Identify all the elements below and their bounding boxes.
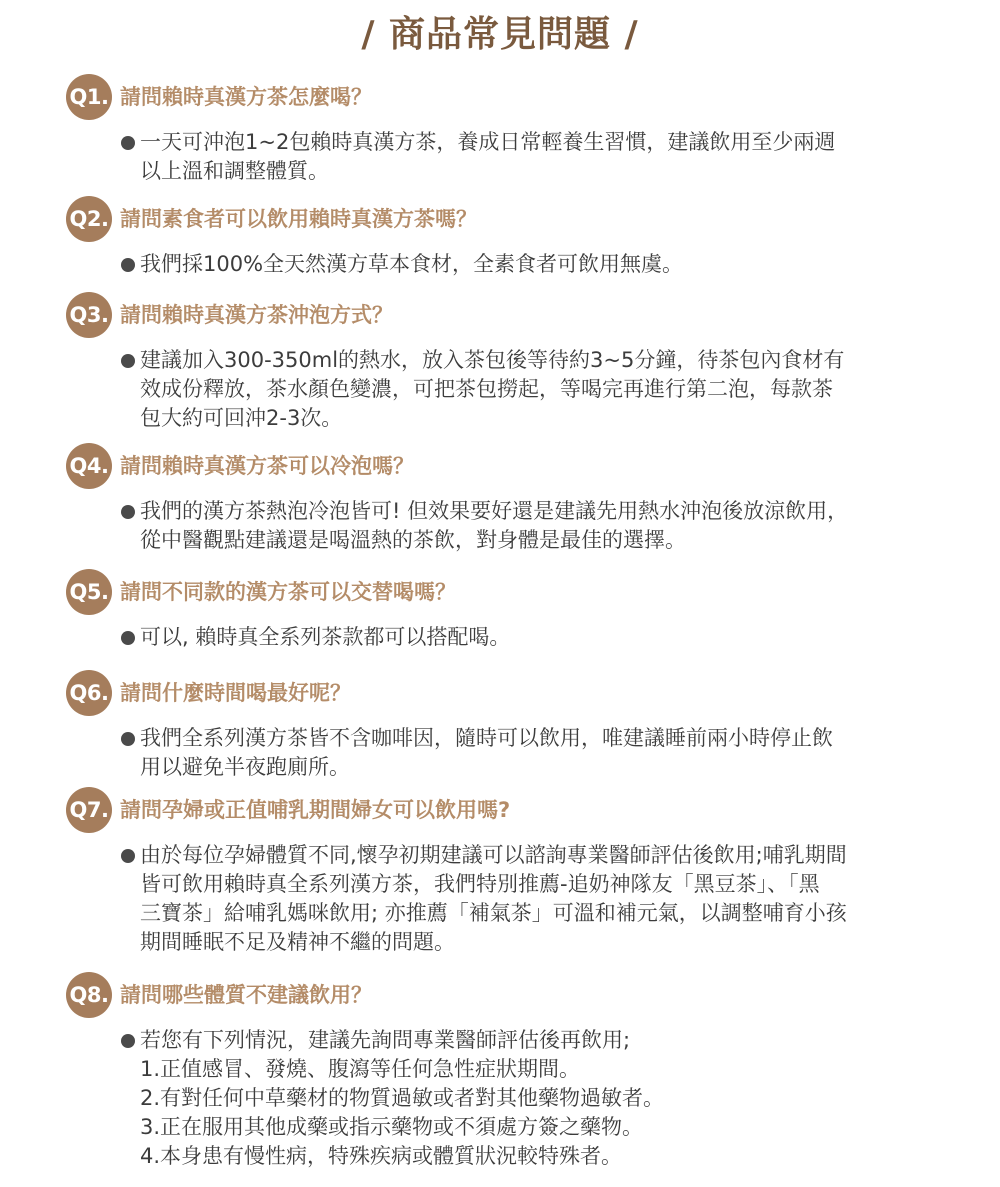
bullet-dot-icon: [121, 505, 135, 519]
page-title: / 商品常見問題 /: [361, 14, 639, 55]
faq-item-3: [66, 292, 956, 433]
bullet-dot-icon: [121, 631, 135, 645]
answer-block: [66, 1026, 956, 1171]
question-text: 請問不同款的漢方茶可以交替喝嗎？: [120, 580, 456, 604]
question-number-badge: Q3.: [66, 292, 112, 338]
question-text: 請問素食者可以飲用賴時真漢方茶嗎？: [120, 207, 477, 231]
answer-line: 我們全系列漢方茶皆不含咖啡因，隨時可以飲用，唯建議睡前兩小時停止飲: [140, 726, 833, 750]
faq-question-row: [66, 569, 956, 615]
question-text: 請問賴時真漢方茶沖泡方式？: [120, 303, 393, 327]
answer-block: [66, 841, 956, 957]
bullet-dot-icon: [121, 1034, 135, 1048]
question-number-badge: Q2.: [66, 196, 112, 242]
answer-line: 期間睡眠不足及精神不繼的問題。: [140, 930, 455, 954]
faq-item-8: [66, 972, 956, 1171]
question-number-badge: Q7.: [66, 787, 112, 833]
bullet-dot-icon: [121, 849, 135, 863]
answer-line: 我們採100%全天然漢方草本食材，全素食者可飲用無虞。: [140, 252, 684, 276]
answer-line: 1.正值感冒、發燒、腹瀉等任何急性症狀期間。: [140, 1057, 581, 1081]
answer-line: 從中醫觀點建議還是喝溫熱的茶飲，對身體是最佳的選擇。: [140, 528, 686, 552]
faq-item-4: [66, 443, 956, 555]
answer-line: 由於每位孕婦體質不同,懷孕初期建議可以諮詢專業醫師評估後飲用;哺乳期間: [140, 843, 847, 867]
answer-line: 以上溫和調整體質。: [140, 159, 329, 183]
question-text: 請問什麼時間喝最好呢？: [120, 681, 351, 705]
question-text: 請問賴時真漢方茶可以冷泡嗎？: [120, 454, 414, 478]
faq-question-row: [66, 443, 956, 489]
faq-item-1: [66, 74, 956, 186]
answer-line: 我們的漢方茶熱泡冷泡皆可! 但效果要好還是建議先用熱水沖泡後放涼飲用，: [140, 499, 849, 523]
answer-line: 用以避免半夜跑廁所。: [140, 755, 350, 779]
question-text: 請問賴時真漢方茶怎麼喝？: [120, 85, 372, 109]
answer-line: 3.正在服用其他成藥或指示藥物或不須處方簽之藥物。: [140, 1115, 644, 1139]
faq-question-row: [66, 74, 956, 120]
faq-question-row: [66, 670, 956, 716]
question-number-badge: Q1.: [66, 74, 112, 120]
answer-block: [66, 623, 956, 652]
answer-line: 2.有對任何中草藥材的物質過敏或者對其他藥物過敏者。: [140, 1086, 665, 1110]
answer-block: [66, 346, 956, 433]
answer-line: 4.本身患有慢性病，特殊疾病或體質狀況較特殊者。: [140, 1144, 623, 1168]
answer-block: [66, 497, 956, 555]
answer-line: 效成份釋放，茶水顏色變濃，可把茶包撈起，等喝完再進行第二泡，每款茶: [140, 377, 833, 401]
answer-line: 可以, 賴時真全系列茶款都可以搭配喝。: [140, 625, 511, 649]
bullet-dot-icon: [121, 258, 135, 272]
bullet-dot-icon: [121, 732, 135, 746]
answer-block: [66, 724, 956, 782]
faq-item-2: [66, 196, 956, 279]
faq-question-row: [66, 787, 956, 833]
answer-line: 包大約可回沖2-3次。: [140, 406, 343, 430]
question-number-badge: Q6.: [66, 670, 112, 716]
question-text: 請問哪些體質不建議飲用？: [120, 983, 372, 1007]
answer-line: 一天可沖泡1~2包賴時真漢方茶，養成日常輕養生習慣，建議飲用至少兩週: [140, 130, 836, 154]
answer-line: 皆可飲用賴時真全系列漢方茶，我們特別推薦-追奶神隊友「黑豆茶」、「黑: [140, 872, 820, 896]
answer-line: 建議加入300-350ml的熱水，放入茶包後等待約3~5分鐘，待茶包內食材有: [140, 348, 845, 372]
faq-question-row: [66, 196, 956, 242]
question-number-badge: Q8.: [66, 972, 112, 1018]
answer-line: 三寶茶」給哺乳媽咪飲用; 亦推薦「補氣茶」可溫和補元氣，以調整哺育小孩: [140, 901, 847, 925]
faq-question-row: [66, 972, 956, 1018]
faq-question-row: [66, 292, 956, 338]
question-number-badge: Q5.: [66, 569, 112, 615]
question-text: 請問孕婦或正值哺乳期間婦女可以飲用嗎?: [120, 798, 511, 822]
answer-block: [66, 128, 956, 186]
question-number-badge: Q4.: [66, 443, 112, 489]
faq-item-6: [66, 670, 956, 782]
bullet-dot-icon: [121, 354, 135, 368]
answer-block: [66, 250, 956, 279]
faq-item-5: [66, 569, 956, 652]
bullet-dot-icon: [121, 136, 135, 150]
answer-line: 若您有下列情況，建議先詢問專業醫師評估後再飲用;: [140, 1028, 631, 1052]
faq-item-7: [66, 787, 956, 957]
